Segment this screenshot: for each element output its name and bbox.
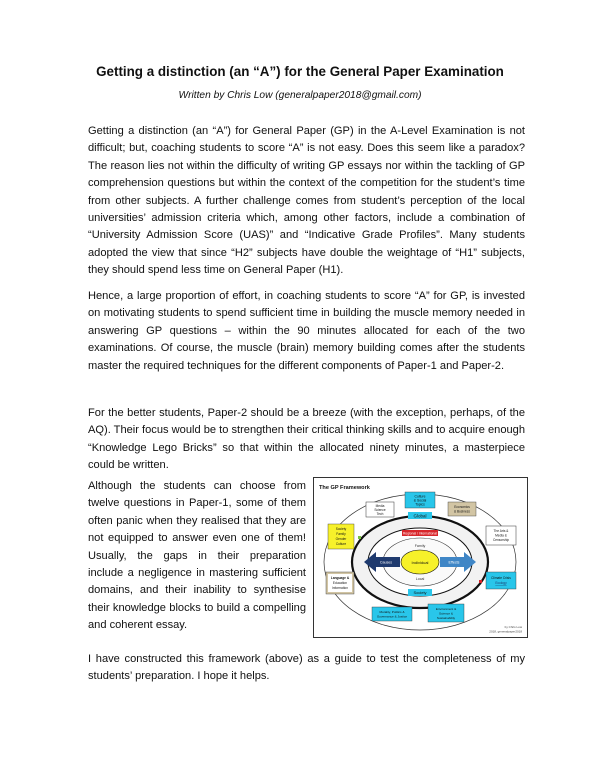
box-bottom-center-left-line1: Morality, Politics & (379, 610, 405, 614)
box-top-left (366, 502, 394, 517)
box-right (486, 526, 516, 545)
box-top-left-line1: Media (375, 504, 385, 508)
box-bottom-center-left (372, 607, 412, 621)
box-bottom-left-line1: Language & (330, 576, 350, 580)
box-bottom-center-right-line2: Science & (439, 611, 453, 616)
core-label: Individual (411, 560, 429, 565)
box-right-line3: Censorship (492, 538, 510, 542)
box-top-center (405, 492, 435, 508)
box-top-right (448, 502, 476, 516)
paragraph-intro: Getting a distinction (an “A”) for General Paper (GP) in the A-Level Examination is not difficult; but, coaching students to score “A” is not easy. Does this seem like a paradox? The reason lies not within the difficulty of writing GP essays nor within the tackling of GP comprehension questions but within the context of the competition for the student’s time from other subjects. A further challenge comes from student’s perception of the local universities’ admission criteria which, among other factors, include a combination of “University Admission Score (UAS)” and “Indicative Grade Profiles”. Many students adopted the view that since “H2” subjects have double the weightage of “H1” subjects, they should spend less time on General Paper (H1). (88, 125, 525, 277)
paragraph-effort: Hence, a large proportion of effort, in coaching students to score “A” for GP, is invested on motivating students to spend sufficient time in building the muscle memory needed in answering GP questions – within the 90 minutes allocated for each of the two examinations. Of course, the muscle (brain) memory building comes after the students master the required techniques for the different components of Paper-1 and Paper-2. (88, 290, 525, 372)
box-top-center-line1: Culture (414, 494, 426, 499)
box-top-left-line3: Tech (376, 512, 384, 516)
box-right-line1: The Arts & (493, 529, 509, 533)
paragraph-paper2: For the better students, Paper-2 should be a breeze (with the exception, perhaps, of the AQ). Their focus would be to strengthen their critical thinking skills and to acquire enough “Knowledge Lego Bricks” so that within the allocated ninety minutes, a masterpiece could be written. (88, 407, 526, 472)
causes-label: Causes (379, 560, 393, 565)
local-label: Local (415, 577, 425, 581)
box-top-center-line3: Topics (415, 502, 425, 507)
document-byline: Written by Chris Low (generalpaper2018@gmail.com) (178, 90, 422, 101)
box-left-line3: Gender (335, 537, 347, 541)
box-bottom-center-right-line3: Sustainability (436, 616, 456, 620)
box-left-line2: Family (336, 532, 346, 536)
box-bottom-left (326, 572, 354, 594)
gp-framework-diagram (314, 478, 527, 637)
document-title: Getting a distinction (an “A”) for the General Paper Examination (96, 64, 504, 79)
box-top-right-line2: & Business (454, 509, 470, 514)
box-left-line1: Society (335, 527, 347, 531)
family-label: Family (414, 544, 426, 548)
global-label: Global (413, 513, 427, 519)
box-left (328, 524, 354, 549)
society-label: Society (413, 590, 427, 595)
regional-label: Regional / International (403, 531, 437, 536)
box-bottom-left-line2: Education (332, 581, 348, 585)
box-right-line2: Media & (495, 533, 507, 538)
accent-red (479, 580, 482, 583)
box-bottom-left-line3: Information (332, 586, 348, 590)
accent-green (358, 536, 361, 539)
box-top-center-line2: & Social (413, 498, 427, 503)
box-bottom-right-line1: Climate Crisis (491, 576, 511, 580)
paragraph-conclusion: I have constructed this framework (above) as a guide to test the completeness of my students’ preparation. I hope it helps. (88, 653, 525, 683)
box-bottom-center-right (428, 604, 464, 622)
gp-framework-figure (313, 477, 528, 638)
effects-label: Effects (448, 560, 460, 565)
box-left-line4: Culture (335, 542, 347, 546)
box-bottom-center-right-line1: Environment & (435, 607, 457, 611)
box-bottom-right-line2: Ecology (495, 581, 507, 585)
figure-credit-line2: 2018, generalpaper2018 (489, 629, 522, 634)
box-bottom-right (486, 572, 516, 589)
figure-title: The GP Framework (319, 485, 370, 491)
box-top-right-line1: Economics (454, 505, 470, 509)
box-top-left-line2: Science (374, 508, 386, 512)
paragraph-paper1: Although the students can choose from twelve questions in Paper-1, some of them often panic when they realised that they are not equipped to answer even one of them! Usually, the gaps in their preparation include a negligence in mastering sufficient domains, and their inability to synthesise their knowledge blocks to build a compelling and coherent essay. (88, 480, 306, 632)
box-bottom-center-left-line2: Governance & Justice (376, 614, 408, 619)
figure-credit-line1: by Chris Low (504, 625, 522, 629)
